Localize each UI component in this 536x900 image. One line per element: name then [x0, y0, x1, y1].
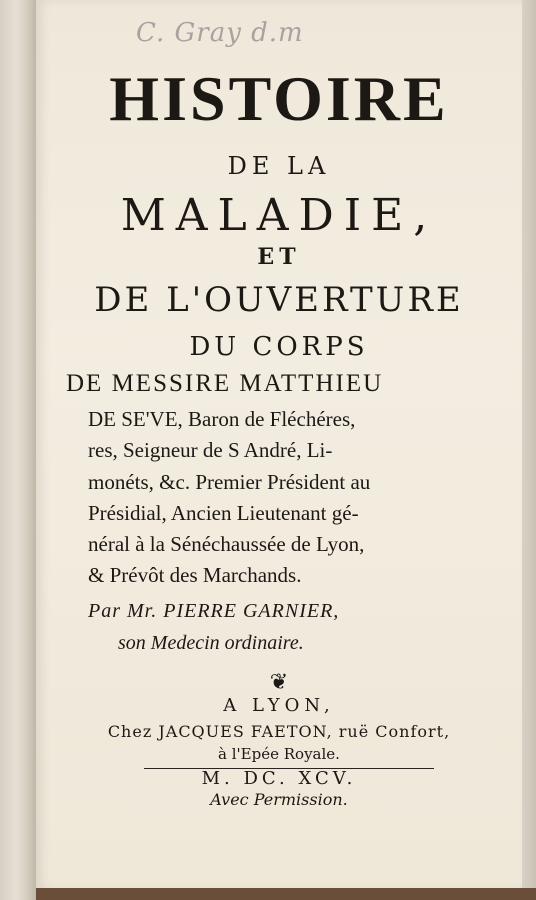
body-line: Présidial, Ancien Lieutenant gé- — [88, 501, 359, 525]
title-et: ET — [257, 244, 301, 270]
binding-bottom-edge — [36, 888, 536, 900]
author-role: son Medecin ordinaire. — [118, 632, 304, 654]
title-de-la: DE LA — [227, 152, 331, 180]
imprint-place: A LYON, — [223, 695, 335, 716]
title-ouverture: DE L'OUVERTURE — [94, 280, 464, 320]
body-line: néral à la Sénéchaussée de Lyon, — [88, 532, 365, 556]
book-spine-edge — [0, 0, 36, 900]
title-maladie: MALADIE, — [120, 190, 438, 241]
title-page — [36, 0, 522, 890]
author-line: Par Mr. PIERRE GARNIER, — [88, 600, 340, 622]
body-line: monéts, &c. Premier Président au — [88, 470, 371, 494]
title-histoire: HISTOIRE — [109, 63, 449, 134]
page-fore-edge — [522, 0, 536, 900]
imprint-year: M. DC. XCV. — [201, 768, 357, 789]
title-messire: DE MESSIRE MATTHIEU — [66, 370, 384, 397]
body-line: DE SE'VE, Baron de Fléchéres, — [88, 407, 356, 431]
imprint-sign: à l'Epée Royale. — [218, 745, 340, 763]
body-line: res, Seigneur de S André, Li- — [88, 438, 333, 462]
owner-inscription: C. Gray d.m — [136, 18, 304, 48]
body-line: & Prévôt des Marchands. — [88, 563, 302, 587]
fleuron-ornament-icon: ❦ — [269, 670, 289, 695]
imprint-publisher: Chez JACQUES FAETON, ruë Confort, — [107, 722, 451, 741]
imprint-privilege: Avec Permission. — [210, 790, 348, 809]
title-du-corps: DU CORPS — [189, 332, 369, 362]
